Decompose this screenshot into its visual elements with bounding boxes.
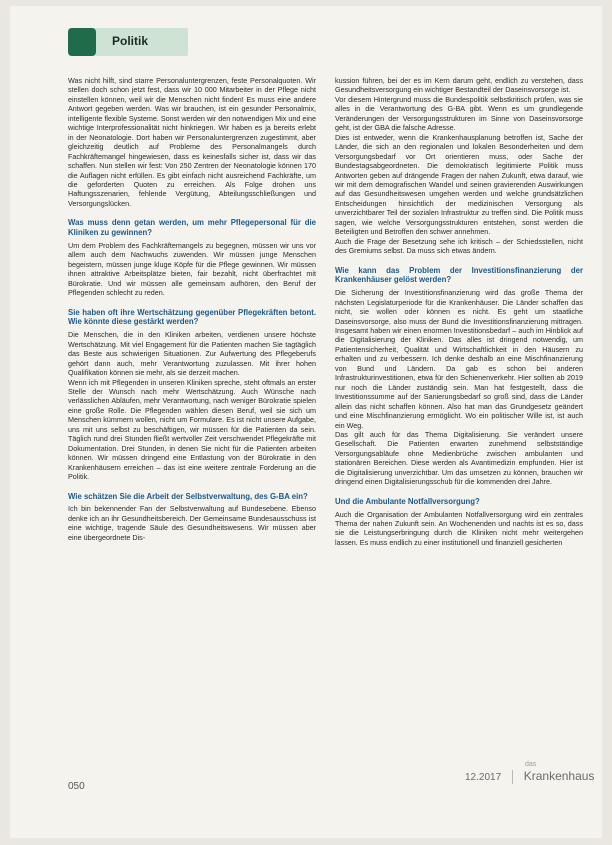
body-paragraph: Auch die Frage der Besetzung sehe ich kritisch – der Schiedsstellen, nicht des Gremiums selbst. Da muss sich etwas ändern. — [335, 236, 583, 256]
body-paragraph: Dies ist entweder, wenn die Krankenhausplanung betroffen ist, Sache der Länder, die sich an den regionalen und lokalen Besonderheiten und dem Versorgungsbedarf vor Ort orientieren muss, oder Sache der Bundestagsabgeordneten. Die demokratisch legitimierte Politik muss Antworten geben auf drängende Fragen der nahen Zukunft, etwa darauf, wie wir mit dem demografischen Wandel und seinen gravierenden Auswirkungen auf das Gesundheitswesen umgehen werden und welche grundsätzlichen Entscheidungen hinsichtlich der medizinischen Versorgung als unverzichtbarer Teil der sozialen Infrastruktur zu treffen sind. Die Politik muss sagen, wie welche Versorgungsstrukturen entstehen, sonst werden die Beteiligten und Betroffen den schwer annehmen. — [335, 132, 583, 237]
question-heading: Wie kann das Problem der Investitionsfinanzierung der Krankenhäuser gelöst werden? — [335, 265, 583, 285]
body-paragraph: Was nicht hilft, sind starre Personaluntergrenzen, feste Personalquoten. Wir stellen doch schon jetzt fest, dass wir 10 000 Mitarbeiter in der Pflege nicht einstellen können, weil wir die Menschen nicht finden! Es muss eine andere Antwort gegeben werden. Was wir brauchen, ist ein gesunder Personalmix, intelligente flexible Systeme. Sonst werden wir den notwendigen Mix und eine wichtige Interprofessionalität nicht hinkriegen. Wir haben es ja bereits erlebt in der Neonatologie. Dort haben wir Personaluntergrenzen zugestimmt, aber gleichzeitig deutlich auf Probleme des Personalmangels durch Fachkräftemangel hingewiesen, dass es keinesfalls sicher ist, dass wir das schaffen. Nun stellen wir fest: Von 250 Zentren der Neonatologie können 170 die Auflagen nicht erfüllen. Es gibt einfach nicht ausreichend Fachkräfte, um die geforderten Quoten zu erreichen. Als Folge drohen uns Haftungsszenarien, fehlende Vergütung, Abteilungsschließungen und Versorgungslücken. — [68, 76, 316, 208]
question-heading: Was muss denn getan werden, um mehr Pflegepersonal für die Kliniken zu gewinnen? — [68, 218, 316, 238]
section-title: Politik — [112, 34, 149, 48]
left-column — [68, 76, 316, 542]
page-number: 050 — [68, 781, 85, 792]
body-paragraph: Um dem Problem des Fachkräftemangels zu begegnen, müssen wir uns vor allem auch dem Nachwuchs zuwenden. Wir müssen junge Menschen begeistern, müssen junge kluge Köpfe für die Pflege gewinnen. Wir müssen ihnen attraktive Arbeitsplätze bieten, fair bezahlt, nicht überfrachtet mit Bürokratie. Und wir müssen alle gemeinsam aufhören, den Beruf der Pflegenden schlecht zu reden. — [68, 240, 316, 298]
issue-footer — [465, 761, 595, 784]
body-paragraph: Die Sicherung der Investitionsfinanzierung wird das große Thema der nächsten Legislaturperiode für die Krankenhäuser. Die Länder schaffen das nicht, sie wollen oder können es nicht. Es geht um staatliche Daseinsvorsorge, also muss der Bund die Investitionsfinanzierung mittragen. Insgesamt haben wir einen enormen Investitionsbedarf – auch im Hinblick auf die Digitalisierung der Kliniken. Das alles ist dringend notwendig, um Patientensicherheit, Qualität und Wirtschaftlichkeit in den Häusern zu erhalten und zu verbessern. Ich denke deshalb an eine Mischfinanzierung von Bund und Ländern. Da gab es schon bei anderen Infrastrukturinvestitionen, etwa für den Schienenverkehr. Hier sollten ab 2019 nur noch die Länder zuständig sein. Man hat festgestellt, dass die Investitionssumme auf der Sanierungsbedarf so groß sind, dass die Länder allein das nicht schaffen können. Also hat man das Grundgesetz geändert und eine Mischfinanzierung ermöglicht. Wo ein politischer Wille ist, ist auch ein Weg. — [335, 288, 583, 430]
body-paragraph: Auch die Organisation der Ambulanten Notfallversorgung wird ein zentrales Thema der nahen Zukunft sein. An Wochenenden und nachts ist es so, dass sie die Leistungserbringung durch die Kliniken nicht mehr weitergehen lassen. Es muss endlich zu einer institutionell und finanziell gesicherten — [335, 509, 583, 547]
body-paragraph: kussion führen, bei der es im Kern darum geht, endlich zu verstehen, dass Gesundheitsversorgung ein wichtiger Bestandteil der Daseinsvorsorge ist. — [335, 76, 583, 95]
magazine-brand: Krankenhaus — [523, 769, 595, 783]
magazine-page — [10, 6, 602, 838]
brand-prefix: das — [525, 761, 537, 768]
question-heading: Sie haben oft ihre Wertschätzung gegenüber Pflegekräften betont. Wie könnte diese gestärkt werden? — [68, 307, 316, 327]
question-heading: Und die Ambulante Notfallversorgung? — [335, 496, 480, 506]
section-marker-square — [68, 28, 96, 56]
body-paragraph: Die Menschen, die in den Kliniken arbeiten, verdienen unsere höchste Wertschätzung. Mit viel Engagement für die Patienten machen Sie tagtäglich das Beste aus schwierigen Situationen. Zur Aufwertung des Pflegeberufs gehört dann auch, mehr Verantwortung zuzulassen. Mit ihrer hohen Qualifikation können sie mehr, als sie derzeit machen. — [68, 330, 316, 378]
body-paragraph: Das gilt auch für das Thema Digitalisierung. Sie verändert unsere Gesellschaft. Die Patienten erwarten zunehmend selbstständige Versorgungsabläufe ohne Medienbrüche zwischen ambulanten und stationären Bereichen. Diese werden als Avantimedizin empfunden. Hier ist die Digitalisierung unverzichtbar. Um das umsetzen zu können, brauchen wir dringend einen Digitalisierungsschub für die kommenden drei Jahre. — [335, 430, 583, 487]
section-header — [68, 28, 188, 56]
body-paragraph: Ich bin bekennender Fan der Selbstverwaltung auf Bundesebene. Ebenso denke ich an ihr Gesundheitsbereich. Der Gemeinsame Bundesausschuss ist eine wichtige, tragende Säule des Gesundheitswesens. Wir müssen aber eine übergeordnete Dis- — [68, 504, 316, 542]
body-paragraph: Wenn ich mit Pflegenden in unseren Kliniken spreche, steht oftmals an erster Stelle der Wunsch nach mehr Wertschätzung. Auch Wünsche nach verlässlichen Abläufen, mehr Verantwortung, nach weniger Bürokratie spielen eine große Rolle. Die Pflegenden wählen diesen Beruf, weil sie sich um Menschen kümmern wollen, nicht um Formulare. Es ist nicht unsere Aufgabe, uns mit uns selbst zu beschäftigen, wir müssen für die Patienten da sein. Täglich rund drei Stunden fließt wertvoller Zeit verschwendet Pflegekräfte mit Dokumentation. Drei Stunden, in denen Sie nicht für die Patienten arbeiten können. Wir müssen dringend eine Entlastung von der Bürokratie in den Krankenhäusern erreichen – das ist eine weitere zentrale Forderung an die Politik. — [68, 377, 316, 482]
footer-divider — [512, 770, 513, 784]
body-paragraph: Vor diesem Hintergrund muss die Bundespolitik selbstkritisch prüfen, was sie alles in die Verantwortung des G-BA gibt. Wenn es um grundlegende Veränderungen der Versorgungsstrukturen im Sinne von Daseinsvorsorge geht, ist der GBA die falsche Adresse. — [335, 94, 583, 133]
question-heading: Wie schätzen Sie die Arbeit der Selbstverwaltung, des G-BA ein? — [68, 491, 308, 501]
right-column — [335, 76, 583, 547]
issue-date: 12.2017 — [465, 772, 502, 783]
